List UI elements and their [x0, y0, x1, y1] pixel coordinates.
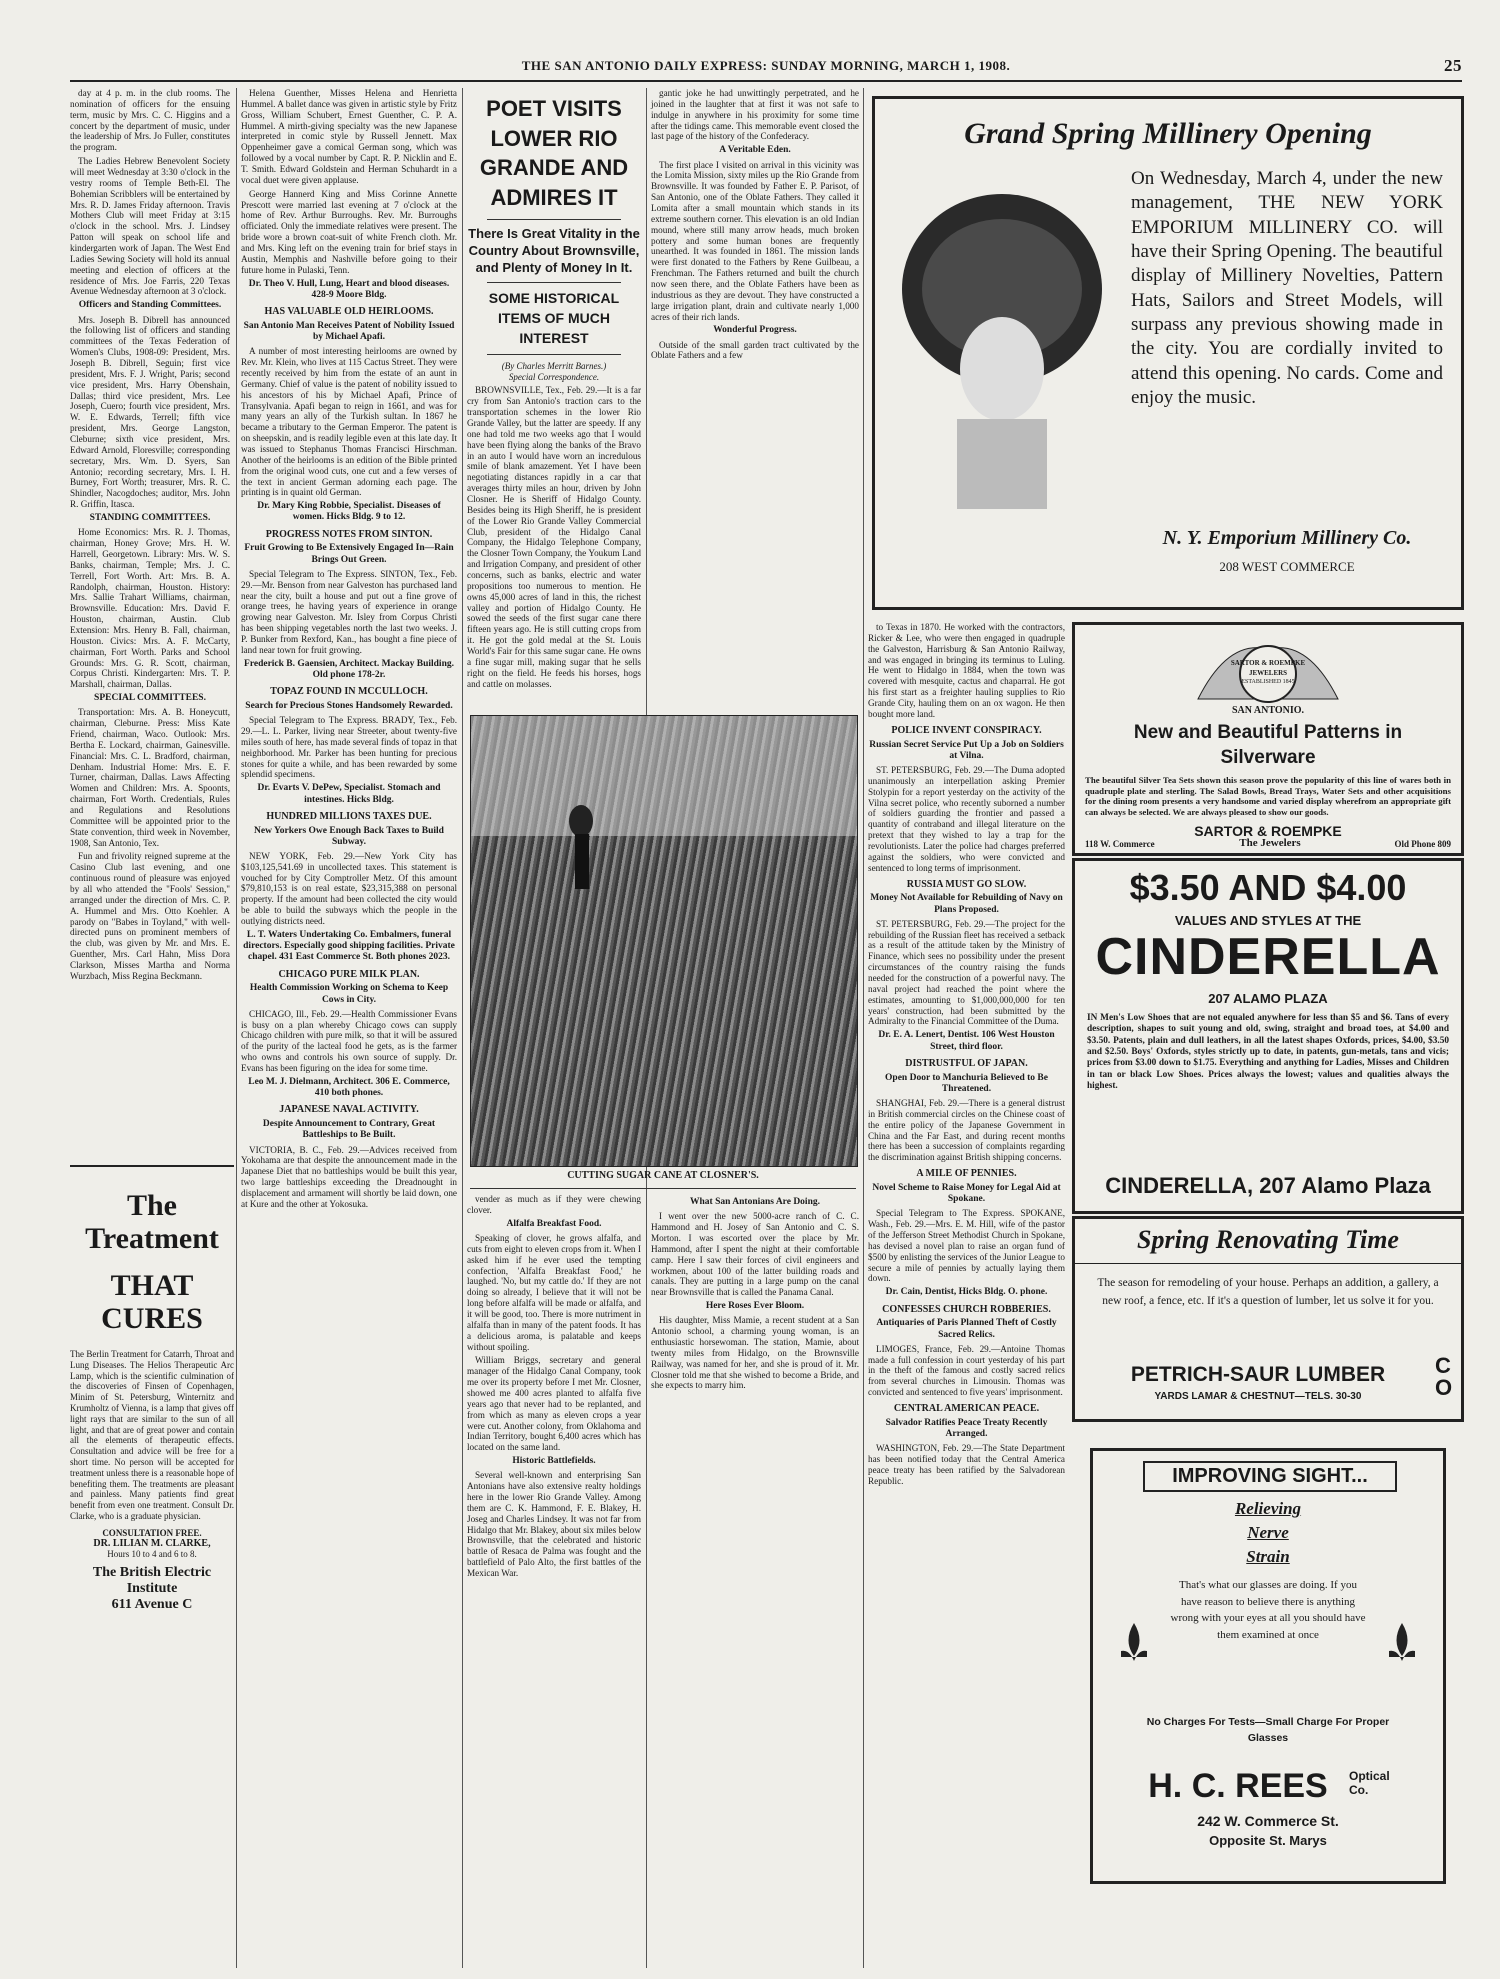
ad-rees-title: IMPROVING SIGHT...: [1143, 1461, 1397, 1492]
article-text: The first place I visited on arrival in this vicinity was the Lomita Mission, sixty miles up the Rio Grande from Brownsville. It was founded by Father E. P. Parisot, of San Antonio, one of the Oblate Fathers. They called it Lomita after a small mountain which stands in its extreme southern corner. This elevation is an old Indian mound, where still many arrow heads, much broken pottery and some human bones are frequently unearthed. It was founded in 1861. The mission lands were first donated to the Fathers by Rene Guilbeau, a Frenchman. The Fathers returned and built the church now seen there, and the Oblate Fathers have been as industrious as they are devout. They have constructed a large irrigation plant, drain and cultivate nearly 1,000 acres of their rich lands.: [651, 159, 859, 322]
sugar-cane-photo: [470, 715, 858, 1167]
article-heading: STANDING COMMITTEES.: [89, 513, 211, 523]
column-4-bottom: [651, 1194, 859, 1884]
masthead-rule: [70, 80, 1462, 82]
article-text: Outside of the small garden tract cultivated by the Oblate Fathers and a few: [651, 339, 859, 361]
ad-rees: [1090, 1448, 1446, 1884]
article-text: VICTORIA, B. C., Feb. 29.—Advices received from Yokohama are that despite the announcement made in the Japanese Diet that no battleships would be built this year, two large battleships exceeding the Dreadnought in displacement and armament will shortly be laid down, one at Kure and the other at Yokosuka.: [241, 1144, 457, 1209]
ad-rees-address: 242 W. Commerce St.: [1197, 1813, 1339, 1829]
article-heading: DISTRUSTFUL OF JAPAN.: [905, 1057, 1028, 1069]
ad-card: L. T. Waters Undertaking Co. Embalmers, funeral directors. Especially good shipping facilities. Private chapel. 431 East Commerce St. Both phones 2023.: [243, 929, 455, 963]
article-heading: CONFESSES CHURCH ROBBERIES.: [882, 1303, 1051, 1315]
ad-sartor-address: 118 W. Commerce: [1085, 839, 1155, 849]
article-heading: PROGRESS NOTES FROM SINTON.: [265, 528, 433, 540]
article-text: BROWNSVILLE, Tex., Feb. 29.—It is a far cry from San Antonio's traction cars to the transportation schemes in the lower Rio Grande Valley, but the latter are speedy. If any one had told me two weeks ago that I would have been flying along the banks of the Bravo in an auto I would have worn an incredulous smile of blank amazement. Yet I have been negotiating distances rapidly in a car that averages thirty miles an hour, driven by John Closner. He is Sheriff of Hidalgo County. Besides being its High Sheriff, he is president of the Lower Rio Grande Valley Commercial Club, president of the Hidalgo Canal Company, the Hidalgo Telephone Company, the Closner Town Company, the Youkum Land and Irrigation Company, and president of other concerns, such as banks, electric and water propositions too numerous to mention. He owns 45,000 acres of land in this, the richest valley and portion of Hidalgo County. He sowed the seeds of the first sugar cane there fifteen years ago. He is still cutting crops from it. He got the gold medal at the St. Louis World's Fair for this same sugar cane. He owns a fine sugar mill, making sugar that he sells right on the field. He feeds his horses, hogs and cattle on molasses.: [467, 385, 641, 689]
ad-treatment-hours: Hours 10 to 4 and 6 to 8.: [107, 1548, 197, 1559]
article-heading: JAPANESE NAVAL ACTIVITY.: [279, 1104, 419, 1116]
ad-cinderella-values: VALUES AND STYLES AT THE: [1174, 913, 1362, 928]
article-heading: Wonderful Progress.: [713, 325, 797, 336]
ad-sartor-body: The beautiful Silver Tea Sets shown this season prove the popularity of this line of wares both in quadruple plate and sterling. The Salad Bowls, Bread Trays, Water Sets and other acquisitions for the dining room presents a very handsome and varied display wherefrom an appropriate gift can always be selected. We are always pleased to show our goods.: [1085, 775, 1451, 817]
ad-rees-opposite: Opposite St. Marys: [1209, 1833, 1327, 1848]
article-text: to Texas in 1870. He worked with the contractors, Ricker & Lee, who were then engaged in quadruple the Galveston, Harrisburg & San Antonio Railway, and was engaged in bringing its terminus to Luling. He went to Hidalgo in 1884, when the town was covered with mesquite, cactus and chaparral. He got his first start as a freighter hauling supplies to Rio Grande City, hauling them on an ox wagon. He then bought more land.: [868, 622, 1065, 719]
column-3: [467, 88, 641, 693]
ad-cinderella-price: $3.50 AND $4.00: [1129, 867, 1407, 908]
article-text: gantic joke he had unwittingly perpetrated, and he joined in the laughter that at first it was not safe to indulge in anywhere in his proximity for some time after the tidings came. This memorable event closed the last page of the history of the Confederacy.: [651, 88, 859, 142]
article-heading: CHICAGO PURE MILK PLAN.: [278, 968, 420, 980]
ad-millinery-address: 208 WEST COMMERCE: [1219, 559, 1355, 574]
article-heading: HAS VALUABLE OLD HEIRLOOMS.: [264, 306, 434, 318]
ad-treatment-address: 611 Avenue C: [111, 1596, 193, 1612]
column-3-bottom: [467, 1194, 641, 1884]
article-text: I went over the new 5000-acre ranch of C. C. Hammond and H. Josey of San Antonio and C. S. Morton. I was escorted over the place by Mr. Hammond, after I spent the night at their comfortable camp. Here I saw their forces of civil engineers and workmen, about 100 of the latter building roads and canals. They are putting in a large pump on the canal near Brownsville that is called the Panama Canal.: [651, 1211, 859, 1298]
masthead: [70, 58, 1462, 78]
article-heading: CENTRAL AMERICAN PEACE.: [893, 1403, 1040, 1415]
column-divider: [462, 88, 463, 1968]
ad-treatment-title: The Treatment: [85, 1189, 219, 1255]
article-text: Special Telegram to The Express. SPOKANE, Wash., Feb. 29.—Mrs. E. M. Hill, wife of the pastor of the Jefferson Street Methodist Church in Spokane, has devised a novel plan to raise an organ fund of $500 by enlisting the services of the Junior League to secure a mile of pennies by actually laying them down.: [868, 1208, 1065, 1284]
ad-lumber-co: CO: [1435, 1353, 1453, 1400]
article-subheading: Despite Announcement to Contrary, Great Battleships to Be Built.: [262, 1119, 436, 1141]
article-text: SHANGHAI, Feb. 29.—There is a general distrust in British commercial circles on the Chinese coast of the entire policy of the Japanese Government in China and the Far East, and during recent months there has been a succession of complaints regarding the discrimination against British shipping concerns.: [868, 1097, 1065, 1163]
ad-treatment-subtitle: THAT CURES: [101, 1269, 203, 1335]
ad-card: Frederick B. Gaensien, Architect. Mackay Building. Old phone 178-2r.: [244, 658, 454, 680]
ad-card: Dr. E. A. Lenert, Dentist. 106 West Houston Street, third floor.: [878, 1030, 1055, 1052]
article-subheading: San Antonio Man Receives Patent of Nobility Issued by Michael Apafi.: [243, 320, 455, 343]
ad-cinderella-footer: CINDERELLA, 207 Alamo Plaza: [1105, 1173, 1431, 1198]
ad-card: Leo M. J. Dielmann, Architect. 306 E. Commerce, 410 both phones.: [248, 1076, 450, 1099]
ad-treatment-consult: CONSULTATION FREE.: [102, 1527, 202, 1538]
sartor-crest-name: SARTOR & ROEMPKE: [1230, 659, 1306, 667]
ad-lumber-body: The season for remodeling of your house. Perhaps an addition, a gallery, a new roof, a fence, etc. If it's a question of lumber, let us solve it for you.: [1097, 1277, 1439, 1307]
article-text: ST. PETERSBURG, Feb. 29.—The Duma adopted unanimously an interpellation asking Premier Stolypin for a report yesterday on the activity of the Vilna secret police, who recently suborned a number of soldiers guarding the frontier and passed a quantity of contraband and illegal literature on the pretext that they wished to lay a trap for the revolutionists. Later the police had charges preferred against the soldiers, who were convicted and sentenced to long terms of imprisonment.: [868, 764, 1065, 873]
column-2: [241, 88, 457, 1883]
article-heading: A MILE OF PENNIES.: [916, 1168, 1017, 1180]
article-heading: RUSSIA MUST GO SLOW.: [906, 878, 1027, 890]
article-heading: What San Antonians Are Doing.: [690, 1197, 820, 1207]
ad-cinderella-address: 207 ALAMO PLAZA: [1208, 991, 1328, 1006]
ad-sartor-phone: Old Phone 809: [1394, 839, 1451, 849]
article-text: Special Telegram to The Express. BRADY, Tex., Feb. 29.—L. L. Parker, living near Streeter, about twenty-five miles south of here, has made several finds of topaz in that neighborhood. Mr. Parker has been hunting for precious stones for quite a while, and has been rewarded by some splendid specimens.: [241, 715, 457, 780]
ad-cinderella-name: CINDERELLA: [1095, 928, 1441, 986]
sartor-crest-jewelers: JEWELERS: [1248, 669, 1288, 677]
article-text: NEW YORK, Feb. 29.—New York City has $103,125,541.69 in uncollected taxes. This statement is vouched for by City Comptroller Metz. Of this amount $79,810,153 is on real estate, $23,315,388 on personal property. If the amount had been collected the city would be able to build the subways which the people in the outlying districts need.: [241, 850, 457, 927]
ad-card: Dr. Evarts V. DePew, Specialist. Stomach and intestines. Hicks Bldg.: [257, 783, 441, 805]
article-text: CHICAGO, Ill., Feb. 29.—Health Commissioner Evans is busy on a plan whereby Chicago cows can supply Chicago children with pure milk, so that it will be assured of the purity of the lacteal food he gets, as is the farmer who owns and controls his own source of supply. Dr. Evans has been figuring on the idea for some time.: [241, 1008, 457, 1074]
article-text: Mrs. Joseph B. Dibrell has announced the following list of officers and standing committees of the Texas Federation of Women's Clubs, 1908-09: President, Mrs. Joseph B. Dibrell, Seguin; first vice president, Mrs. F. J. Wright, Paris; second vice president, Mrs. Harry Obenshain, Dallas; third vice president, Mrs. Lee Joseph, Cuero; fourth vice president, Mrs. W. E. Edwards, Terrell; fifth vice president, Mrs. George Langston, Cleburne; sixth vice president, Mrs. Edward Arnold, Floresville; corresponding secretary, Mrs. Wm. D. Syers, San Antonio; recording secretary, Mrs. I. H. Burney, Fort Worth; treasurer, Mrs. R. C. Shindler, Nacogdoches; auditor, Mrs. John R. Griffin, Itasca.: [70, 314, 230, 510]
article-text: Fun and frivolity reigned supreme at the Casino Club last evening, and one continuous round of pleasure was enjoyed by all who attended the "Fools' Session," arranged under the direction of Mrs. C. P. A. Hummel and Mrs. Otto Koehler. A parody on "Babes in Toyland," with well-directed puns on prominent members of the club, was given by Mr. and Mrs. E. Guenther, Mrs. Carl Hahn, Miss Dora Clarkson, Misses Martha and Norma Wurzbach, Miss Regina Beckmann.: [70, 851, 230, 981]
byline: (By Charles Merritt Barnes.): [501, 361, 607, 372]
article-text: vender as much as if they were chewing clover.: [467, 1194, 641, 1215]
article-heading: TOPAZ FOUND IN MCCULLOCH.: [270, 686, 428, 698]
ad-lumber-address: YARDS LAMAR & CHESTNUT—TELS. 30-30: [1154, 1391, 1362, 1402]
article-heading: SPECIAL COMMITTEES.: [94, 693, 206, 704]
article-subheading: Russian Secret Service Put Up a Job on Soldiers at Vilna.: [869, 739, 1064, 761]
ad-sartor-tagline: The Jewelers: [1239, 837, 1301, 849]
ad-millinery-title: Grand Spring Millinery Opening: [964, 117, 1372, 150]
ad-treatment: [70, 1165, 234, 1885]
article-text: Helena Guenther, Misses Helena and Henrietta Hummel. A ballet dance was given in artistic style by Fritz Gross, William Schubert, Ernest Guenther, C. P. A. Hummel. A mirth-giving specialty was the new Japanese interpreted in comic style by Russell Jennett. Max Oppenheimer gave a comical German song, which was followed by a vocal number by Capt. R. P. Nicklin and E. T. Smith. Edward Goldstein and Herman Schuhardt in a vocal duet were given applause.: [241, 88, 457, 185]
ad-treatment-institute: The British Electric Institute: [92, 1564, 212, 1596]
article-subheading: Money Not Available for Rebuilding of Navy on Plans Proposed.: [870, 893, 1063, 915]
ad-lumber-name: PETRICH-SAUR LUMBER: [1130, 1363, 1386, 1386]
ad-millinery-body: On Wednesday, March 4, under the new management, THE NEW YORK EMPORIUM MILLINERY CO. will have their Spring Opening. The beautiful display of Millinery Novelties, Pattern Hats, Sailors and Street Models, will surpass any previous showing made in the city. You are cordially invited to attend this opening. No cards. Come and enjoy the music.: [1131, 168, 1444, 408]
millinery-hat-illustration: [897, 179, 1107, 509]
article-heading: Here Roses Ever Bloom.: [705, 1301, 805, 1312]
article-subheading: Search for Precious Stones Handsomely Rewarded.: [245, 700, 453, 711]
ad-millinery: [872, 96, 1464, 610]
column-divider: [236, 88, 237, 1968]
article-text: Special Telegram to The Express. SINTON, Tex., Feb. 29.—Mr. Benson from near Galveston has purchased land near the city, built a house and put out a fine grove of orange trees, he having years of experience in orange growing near Galveston. Mr. Isley from Corpus Christi has been shipping vegetables north the last two weeks. J. P. Bunker from Rexford, Kan., has bought a fine piece of land near town for fruit growing.: [241, 568, 457, 655]
article-subheading: Salvador Ratifies Peace Treaty Recently Arranged.: [885, 1417, 1048, 1440]
ad-rees-body: That's what our glasses are doing. If you have reason to believe there is anything wrong with your eyes at all you should have them examined at once: [1170, 1579, 1366, 1641]
fleur-de-lis-icon: [1387, 1621, 1417, 1671]
article-subheading: Open Door to Manchuria Believed to Be Threatened.: [885, 1072, 1048, 1094]
ad-sartor: [1072, 622, 1464, 856]
article-text: ST. PETERSBURG, Feb. 29.—The project for the rebuilding of the Russian fleet has received a setback as a result of the attitude taken by the Ministry of Finance, which sees no possibility under the present circumstances of the country raising the funds needed for the construction of a powerful navy. The naval project had reached the point where the estimates, amounting to $1,000,000,000 for ten years' construction, had been submitted by the Admiralty to the Financial Committee of the Duma.: [868, 918, 1065, 1027]
newspaper-title: THE SAN ANTONIO DAILY EXPRESS: SUNDAY MORNING, MARCH 1, 1908.: [521, 58, 1011, 73]
article-text: Transportation: Mrs. A. B. Honeycutt, chairman, Cleburne. Press: Miss Kate Friend, chairman, Waco. Outlook: Mrs. Bertha E. Lockard, chairman, Gainesville. Financial: Mrs. C. L. Bradford, chairman, Denham. Industrial Home: Mrs. E. F. Turner, chairman, Dallas. Laws Affecting Women and Children: Mrs. A. Spoonts, chairman, Fort Worth. Credentials, Rules and Regulations and Resolutions Committee will be appointed prior to the State convention, third week in November, 1908, San Antonio, Tex.: [70, 707, 230, 848]
ad-rees-optical: Optical Co.: [1349, 1769, 1390, 1798]
ad-treatment-doctor: DR. LILIAN M. CLARKE,: [93, 1537, 211, 1549]
ad-lumber-title: Spring Renovating Time: [1137, 1225, 1399, 1254]
main-headline: POET VISITS LOWER RIO GRANDE AND ADMIRES IT: [479, 96, 629, 211]
photo-overlay: [471, 716, 857, 1166]
ad-sartor-name: SARTOR & ROEMPKE: [1194, 823, 1342, 839]
sartor-crest-established: ESTABLISHED 1845: [1241, 679, 1295, 685]
article-text: A number of most interesting heirlooms are owned by Rev. Mr. Klein, who lives at 115 Cactus Street. They were recently received by him from the estate of an aunt in Germany. Chief of value is the patent of nobility issued to his ancestors of his by Michael Apafi, Prince of Transylvania. Apafi began to reign in 1661, and was for many years an ally of the Turkish sultan. In 1867 he became a tributary to the German Emperor. The patent is on sheepskin, and is readily legible even at this late day. It was issued to Stephanus Thomas Francisci Hirschman. Another of the heirlooms is an edition of the Bible printed from the original wood cuts, one cut and a few verses of the text in ancient German adorning each page. The printing is in quaint old German.: [241, 346, 457, 498]
dateline: Special Correspondence.: [508, 371, 600, 382]
photo-caption: CUTTING SUGAR CANE AT CLOSNER'S.: [567, 1170, 759, 1181]
headline-deck-2: SOME HISTORICAL ITEMS OF MUCH INTEREST: [488, 290, 620, 346]
article-subheading: Novel Scheme to Raise Money for Legal Aid at Spokane.: [872, 1182, 1061, 1205]
ad-card: Dr. Mary King Robbie, Specialist. Diseases of women. Hicks Bldg. 9 to 12.: [257, 501, 441, 523]
ad-card: Dr. Theo V. Hull, Lung, Heart and blood diseases. 428-9 Moore Bldg.: [248, 278, 450, 300]
ad-rees-name: H. C. REES: [1148, 1767, 1328, 1805]
ad-cinderella: [1072, 858, 1464, 1214]
article-text: Several well-known and enterprising San Antonians have also extensive realty holdings here in the lower Rio Grande Valley. Among them are C. K. Hammond, F. E. Blakey, H. Joseg and Charles Lindsey. It was not far from Hidalgo that Mr. Blakey, about six miles below Brownsville, that the celebrated and historic battle of Resaca de Palma was fought and the battlefield of Palo Alto, the first battles of the Mexican War.: [467, 1470, 641, 1579]
ad-sartor-headline: New and Beautiful Patterns in Silverware: [1133, 722, 1403, 768]
ad-rees-nerve: Nerve: [1247, 1523, 1289, 1542]
article-heading: HUNDRED MILLIONS TAXES DUE.: [266, 810, 432, 822]
column-1: [70, 88, 230, 981]
ad-cinderella-body: IN Men's Low Shoes that are not equaled anywhere for less than $5 and $6. Tans of every description, shapes to suit young and old, swing, straight and broad toes, at $4.00 and $3.50. Patents, plain and dull leathers, in all the latest shapes Oxfords, prices, $4.00, $3.50 and $2.50. Boys' Oxfords, styles strictly up to date, in patents, gun-metals, tans and vicis; prices from $3.00 down to $1.75. Everything and anything for Ladies, Misses and Children in tan or black Low Shoes. Prices always the lowest; values and qualities always the highest.: [1087, 1013, 1449, 1091]
article-subheading: Fruit Growing to Be Extensively Engaged In—Rain Brings Out Green.: [244, 543, 454, 565]
article-text: day at 4 p. m. in the club rooms. The nomination of officers for the ensuing term, music by Mrs. C. C. Higgins and a concert by the department of music, under the leadership of Mrs. Jo Fuller, constitutes the program.: [70, 88, 230, 153]
ad-rees-free: No Charges For Tests—Small Charge For Proper Glasses: [1146, 1716, 1390, 1744]
page-number: 25: [1444, 56, 1462, 75]
ad-lumber: [1072, 1216, 1464, 1422]
article-subheading: Antiquaries of Paris Planned Theft of Costly Sacred Relics.: [876, 1318, 1057, 1340]
column-divider: [863, 88, 864, 1968]
ad-treatment-body: The Berlin Treatment for Catarrh, Throat and Lung Diseases. The Helios Therapeutic Arc Lamp, which is the scientific culmination of the discoveries of Finsen of Copenhagen, Minim of St. Petersburg, Winternitz and Krumholtz of Vienna, is a lamp that gives off light rays that are similar to the sun of all light, and that are of great power and contain all the elements of therapeutic effects. Consultation and advice will be free for a short time. No person will be accepted for treatment unless there is a reasonable hope of benefiting them. The treatments are pleasant and painless. Many patients find great benefit from even one treatment. Consult Dr. Clarke, who is a graduate physician.: [70, 1349, 234, 1521]
article-heading: Historic Battlefields.: [512, 1456, 596, 1467]
article-text: Speaking of clover, he grows alfalfa, and cuts from eight to eleven crops from it. When I asked him if he ever used the tempting confection, 'Alfalfa Breakfast Food,' he laughed. 'No, but my cattle do.' If they are not doing so already, I believe that it will not be long before alfalfa will be made or alfalfa, and it will be good, too. There is more nutriment in alfalfa than in many of the patent foods. It has a delicious aroma, is palatable and keeps without spoiling.: [467, 1232, 641, 1352]
article-subheading: Health Commission Working on Schema to Keep Cows in City.: [249, 983, 449, 1005]
article-text: LIMOGES, France, Feb. 29.—Antoine Thomas made a full confession in court yesterday of his part in the theft of the famous and costly sacred relics from several churches in Limousin. Thomas was convicted and sentenced to five years' imprisonment.: [868, 1343, 1065, 1398]
article-text: Home Economics: Mrs. R. J. Thomas, chairman, Honey Grove; Mrs. H. W. Harrell, Georgetown. Library: Mrs. W. S. Banks, chairman, Temple; Mrs. J. C. Terrell, Fort Worth. Art: Mrs. B. A. Randolph, chairman, Houston. History: Mrs. Sallie Trahart Williams, chairman, Brownsville. Education: Mrs. David F. Houston, chairman, Austin. Club Extension: Mrs. Henry B. Fall, chairman, Houston. Civics: Mrs. A. F. McCarty, chairman, Fort Worth. Parks and School Grounds: Mrs. G. R. Scott, chairman, Corpus Christi. Kindergarten: Mrs. T. P. Marshall, chairman, Dallas.: [70, 527, 230, 690]
column-4: [651, 88, 859, 693]
article-text: The Ladies Hebrew Benevolent Society will meet Wednesday at 3:30 o'clock in the vestry rooms of Temple Beth-El. The Bohemian Scribblers will be entertained by Mrs. R. D. James Friday afternoon. Travis Mothers Club will meet Friday at 3:15 o'clock in the school. Mrs. J. Lindsey Patton will speak on school life and kindergarten work of Japan. The West End Ladies Sewing Society will hold its annual meeting and election of officers at the residence of Mrs. Joe Farris, 220 Texas Avenue Wednesday afternoon at 3 o'clock.: [70, 156, 230, 297]
article-text: His daughter, Miss Mamie, a recent student at a San Antonio school, a charming young woman, is an enthusiastic horsewoman. The station, Mamie, about twenty miles from Hidalgo, on the Brownsville Railway, was named for her, and she is proud of it. Mr. Closner told me that she wished to become a Bride, and she expects to marry him.: [651, 1315, 859, 1391]
fleur-de-lis-icon: [1119, 1621, 1149, 1671]
article-subheading: New Yorkers Owe Enough Back Taxes to Build Subway.: [254, 825, 444, 847]
column-5: [868, 622, 1065, 1884]
article-heading: A Veritable Eden.: [719, 145, 791, 156]
sartor-crest-city: SAN ANTONIO.: [1231, 705, 1305, 716]
ad-rees-relieving: Relieving: [1234, 1499, 1302, 1518]
ad-card: Dr. Cain, Dentist, Hicks Bldg. O. phone.: [885, 1287, 1048, 1298]
article-heading: Alfalfa Breakfast Food.: [506, 1218, 602, 1229]
ad-rees-strain: Strain: [1246, 1547, 1290, 1566]
article-text: WASHINGTON, Feb. 29.—The State Department has been notified today that the Central America peace treaty has been ratified by the Salvadorean Republic.: [868, 1443, 1065, 1486]
article-heading: POLICE INVENT CONSPIRACY.: [891, 724, 1042, 736]
ad-millinery-company: N. Y. Emporium Millinery Co.: [1162, 527, 1412, 549]
article-text: George Hannerd King and Miss Corinne Annette Prescott were married last evening at 7 o'clock at the home of Rev. Arthur Burroughs. Rev. Mr. Burroughs officiated. Only the immediate relatives were present. The bride wore a brown coat-suit of white French cloth. Mr. and Mrs. King left on the evening train for brief stays in Austin, Memphis and Nashville before going to their future home in Pulaski, Tenn.: [241, 188, 457, 275]
headline-deck: There Is Great Vitality in the Country About Brownsville, and Plenty of Money In It.: [468, 225, 640, 275]
article-heading: Officers and Standing Committees.: [78, 300, 222, 311]
article-text: William Briggs, secretary and general manager of the Hidalgo Canal Company, took me over its property before I met Mr. Closner, showed me 400 acres planted to alfalfa five years ago that never had to be replanted, and from which as many as eleven crops a year were cut. Another colony, from Oklahoma and Indian Territory, bought 6,400 acres which has located on the same land.: [467, 1355, 641, 1453]
